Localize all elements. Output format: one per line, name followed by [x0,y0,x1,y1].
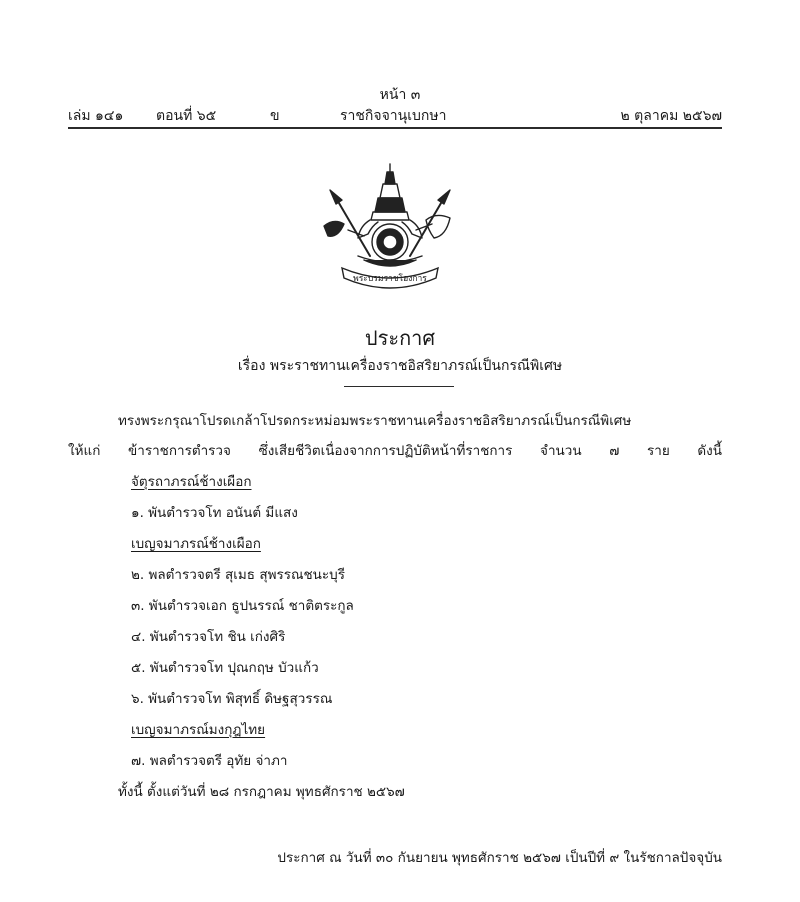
list-item: ๖. พันตำรวจโท พิสุทธิ์ ดิษฐสุวรรณ [131,691,333,707]
list-item: ๑. พันตำรวจโท อนันต์ มีแสง [131,505,298,521]
gazette-name: ราชกิจจานุเบกษา [340,108,447,124]
list-item: ๕. พันตำรวจโท ปุณกฤษ บัวแก้ว [131,660,319,676]
group-heading: เบญจมาภรณ์มงกุฎไทย [131,722,266,738]
group-heading: จัตุรถาภรณ์ช้างเผือก [131,474,252,490]
header-rule [68,127,722,129]
volume-label: เล่ม ๑๔๑ [68,108,124,124]
intro-word: ๗ [609,443,620,459]
royal-garuda-emblem-icon [308,160,472,294]
intro-word: ให้แก่ [68,443,101,459]
page-title: ประกาศ [364,326,436,350]
intro-word: จำนวน [540,443,582,459]
list-item: ๒. พลตำรวจตรี สุเมธ สุพรรณชนะบุรี [131,567,345,583]
list-item: ๔. พันตำรวจโท ชิน เก่งศิริ [131,629,286,645]
intro-line-2 [68,439,722,461]
signoff-line: ประกาศ ณ วันที่ ๓๐ กันยายน พุทธศักราช ๒๕๖๗ เป็นปีที่ ๙ ในรัชกาลปัจจุบัน [277,850,722,866]
list-item: ๓. พันตำรวจเอก ธูปนรรณ์ ชาติตระกูล [131,598,354,614]
subject-line: เรื่อง พระราชทานเครื่องราชอิสริยาภรณ์เป็นกรณีพิเศษ [237,358,563,374]
intro-word: ข้าราชการตำรวจ [128,443,231,459]
subject-divider [344,386,454,387]
header-date: ๒ ตุลาคม ๒๕๖๗ [620,108,722,124]
list-item: ๗. พลตำรวจตรี อุทัย จ่าภา [131,753,288,769]
group-heading: เบญจมาภรณ์ช้างเผือก [131,536,261,552]
intro-line-1: ทรงพระกรุณาโปรดเกล้าโปรดกระหม่อมพระราชทานเครื่องราชอิสริยาภรณ์เป็นกรณีพิเศษ [118,413,632,429]
effective-date: ทั้งนี้ ตั้งแต่วันที่ ๒๘ กรกฎาคม พุทธศักราช ๒๕๖๗ [118,784,405,800]
intro-word: ดังนี้ [697,443,722,459]
intro-word: ซึ่งเสียชีวิตเนื่องจากการปฏิบัติหน้าที่ราชการ [258,443,513,459]
intro-word: ราย [647,443,670,459]
section-label: ข [270,108,280,124]
page-number: หน้า ๓ [379,87,421,103]
issue-label: ตอนที่ ๖๕ [156,108,217,124]
emblem-banner-text: พระบรมราชโองการ [353,274,427,284]
